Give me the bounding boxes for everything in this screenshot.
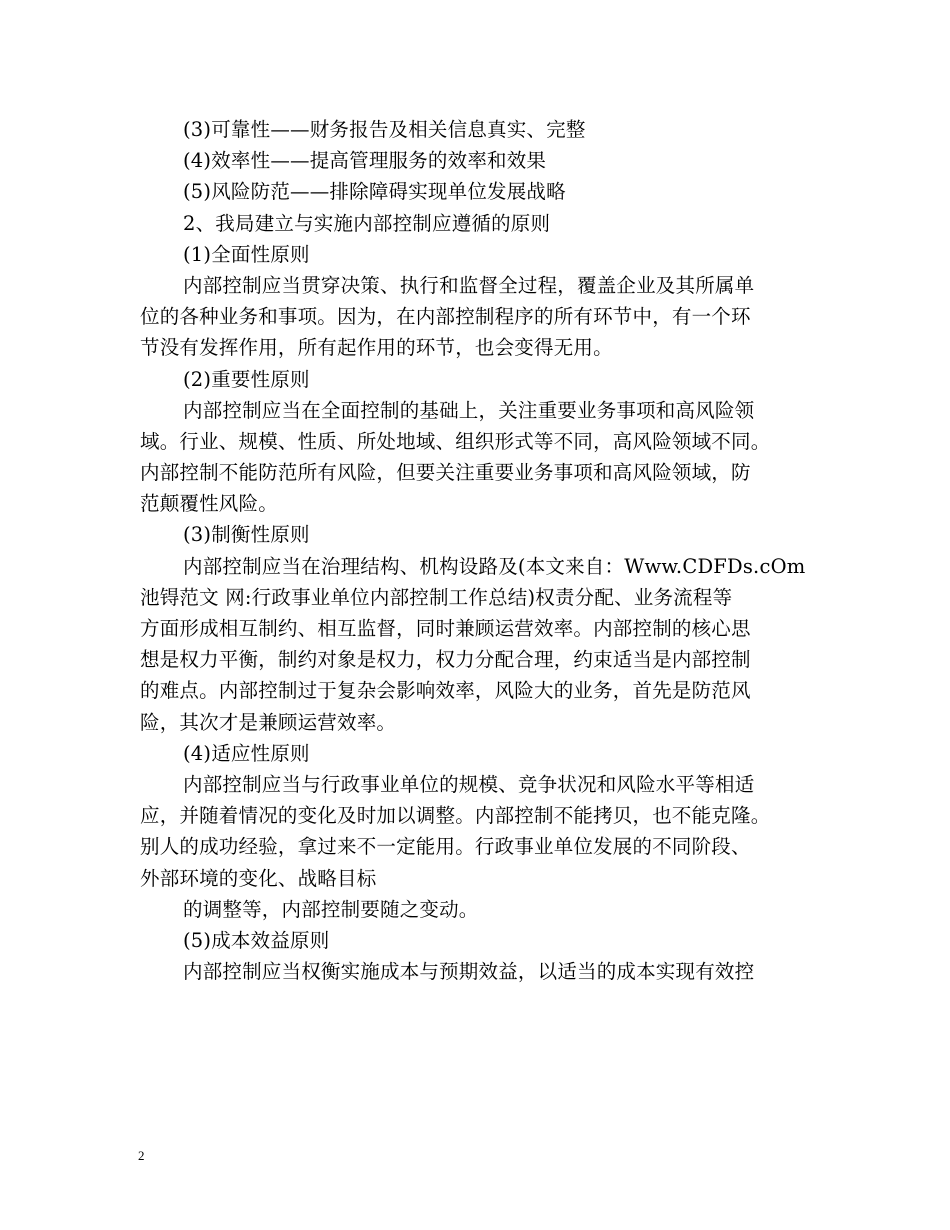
text-line: 内部控制应当权衡实施成本与预期效益，以适当的成本实现有效控 bbox=[183, 960, 755, 984]
text-line: 节没有发挥作用，所有起作用的环节，也会变得无用。 bbox=[140, 336, 613, 360]
text-line: 内部控制应当在全面控制的基础上，关注重要业务事项和高风险领 bbox=[183, 398, 755, 422]
page-number: 2 bbox=[138, 1148, 145, 1163]
text-line: 外部环境的变化、战略目标 bbox=[140, 866, 377, 890]
text-line: 2、我局建立与实施内部控制应遵循的原则 bbox=[183, 211, 551, 235]
text-line: 的调整等，内部控制要随之变动。 bbox=[183, 897, 479, 921]
text-line: (1)全面性原则 bbox=[183, 242, 310, 266]
text-line: 域。行业、规模、性质、所处地域、组织形式等不同，高风险领域不同。 bbox=[140, 429, 771, 453]
text-line: (3)制衡性原则 bbox=[183, 523, 310, 547]
document-body bbox=[140, 114, 830, 987]
text-line: (4)效率性——提高管理服务的效率和效果 bbox=[183, 149, 547, 173]
text-line: 想是权力平衡，制约对象是权力，权力分配合理，约束适当是内部控制 bbox=[140, 648, 751, 672]
text-line: 的难点。内部控制过于复杂会影响效率，风险大的业务，首先是防范风 bbox=[140, 679, 751, 703]
text-line: 内部控制应当与行政事业单位的规模、竞争状况和风险水平等相适 bbox=[183, 772, 755, 796]
text-line: (2)重要性原则 bbox=[183, 367, 310, 391]
text-line: 内部控制应当在治理结构、机构设路及(本文来自：Www.CDFDs.cOm bbox=[183, 554, 806, 578]
text-line: 内部控制不能防范所有风险，但要关注重要业务事项和高风险领域，防 bbox=[140, 461, 751, 485]
text-line: (5)成本效益原则 bbox=[183, 928, 330, 952]
text-line: 范颠覆性风险。 bbox=[140, 492, 278, 516]
text-line: 方面形成相互制约、相互监督，同时兼顾运营效率。内部控制的核心思 bbox=[140, 617, 751, 640]
text-line: 池锝范文 网:行政事业单位内部控制工作总结)权责分配、业务流程等 bbox=[140, 585, 733, 609]
text-line: 应，并随着情况的变化及时加以调整。内部控制不能拷贝，也不能克隆。 bbox=[140, 804, 771, 828]
text-line: 位的各种业务和事项。因为，在内部控制程序的所有环节中，有一个环 bbox=[140, 305, 751, 329]
text-line: (3)可靠性——财务报告及相关信息真实、完整 bbox=[183, 118, 586, 141]
text-line: (5)风险防范——排除障碍实现单位发展战略 bbox=[183, 180, 566, 204]
text-line: 险，其次才是兼顾运营效率。 bbox=[140, 710, 397, 734]
text-line: 别人的成功经验，拿过来不一定能用。行政事业单位发展的不同阶段、 bbox=[140, 835, 751, 859]
text-line: 内部控制应当贯穿决策、执行和监督全过程，覆盖企业及其所属单 bbox=[183, 273, 755, 297]
text-line: (4)适应性原则 bbox=[183, 741, 310, 765]
